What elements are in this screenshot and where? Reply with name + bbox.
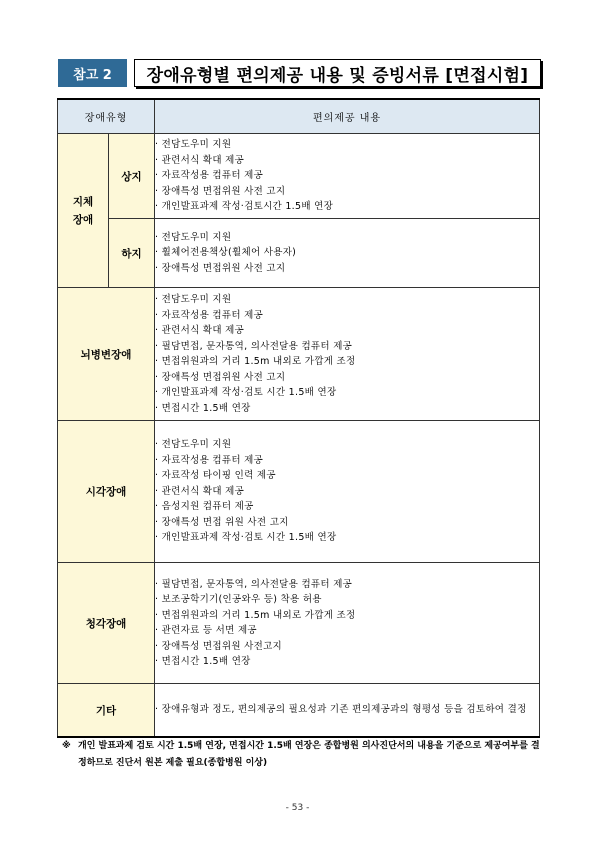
content-cell-brain (155, 288, 540, 421)
list-item: · 자료작성 타이핑 인력 제공 (155, 468, 539, 484)
accommodation-table (57, 98, 540, 738)
reference-badge: 참고 2 (58, 59, 127, 87)
list-item: · 면접위원과의 거리 1.5m 내외로 가깝게 조정 (155, 354, 539, 370)
subtype-cell-lower: 하지 (109, 219, 155, 288)
content-list (155, 230, 539, 277)
column-header-content: 편의제공 내용 (155, 99, 540, 134)
list-item: · 개인발표과제 작성·검토 시간 1.5배 연장 (155, 385, 539, 401)
list-item: · 전담도우미 지원 (155, 437, 539, 453)
list-item: · 장애특성 면접위원 사전 고지 (155, 184, 539, 200)
column-header-type: 장애유형 (58, 99, 155, 134)
table-row (58, 219, 540, 288)
type-cell-other: 기타 (58, 684, 155, 738)
list-item: · 음성지원 컴퓨터 제공 (155, 499, 539, 515)
list-item: · 장애특성 면접위원 사전 고지 (155, 370, 539, 386)
note-mark: ※ (62, 741, 71, 751)
content-list (155, 702, 539, 718)
table-row (58, 684, 540, 738)
list-item: · 보조공학기기(인공와우 등) 착용 허용 (155, 592, 539, 608)
list-item: · 개인발표과제 작성·검토 시간 1.5배 연장 (155, 530, 539, 546)
content-cell-hearing (155, 563, 540, 684)
content-cell-lower (155, 219, 540, 288)
type-cell-hearing: 청각장애 (58, 563, 155, 684)
list-item: · 장애특성 면접위원 사전고지 (155, 639, 539, 655)
content-list (155, 137, 539, 215)
table-row (58, 421, 540, 563)
page-number: - 53 - (285, 803, 310, 813)
section-header (58, 59, 539, 87)
list-item: · 면접시간 1.5배 연장 (155, 401, 539, 417)
list-item: · 면접위원과의 거리 1.5m 내외로 가깝게 조정 (155, 608, 539, 624)
list-item: · 관련서식 확대 제공 (155, 323, 539, 339)
list-item: · 관련서식 확대 제공 (155, 153, 539, 169)
list-item: · 관련서식 확대 제공 (155, 484, 539, 500)
content-cell-other (155, 684, 540, 738)
list-item: · 면접시간 1.5배 연장 (155, 654, 539, 670)
list-item: · 자료작성용 컴퓨터 제공 (155, 453, 539, 469)
table-row (58, 288, 540, 421)
list-item: · 필담면접, 문자통역, 의사전달용 컴퓨터 제공 (155, 339, 539, 355)
subtype-cell-upper: 상지 (109, 134, 155, 219)
type-cell-limb: 지체 장애 (58, 134, 109, 288)
list-item: · 전담도우미 지원 (155, 137, 539, 153)
content-cell-upper (155, 134, 540, 219)
list-item: · 장애특성 면접 위원 사전 고지 (155, 515, 539, 531)
type-cell-brain: 뇌병변장애 (58, 288, 155, 421)
page-title: 장애유형별 편의제공 내용 및 증빙서류 [면접시험] (134, 59, 541, 87)
content-list (155, 437, 539, 546)
content-cell-visual (155, 421, 540, 563)
footnote (62, 738, 540, 772)
list-item: · 전담도우미 지원 (155, 292, 539, 308)
list-item: · 관련자료 등 서면 제공 (155, 623, 539, 639)
table-row (58, 563, 540, 684)
table-row (58, 134, 540, 219)
content-list (155, 292, 539, 416)
list-item: · 개인발표과제 작성·검토시간 1.5배 연장 (155, 199, 539, 215)
list-item: · 전담도우미 지원 (155, 230, 539, 246)
list-item: · 자료작성용 컴퓨터 제공 (155, 168, 539, 184)
list-item: · 장애유형과 정도, 편의제공의 필요성과 기존 편의제공과의 형평성 등을 검토하여 결정 (155, 702, 539, 718)
list-item: · 장애특성 면접위원 사전 고지 (155, 261, 539, 277)
list-item: · 자료작성용 컴퓨터 제공 (155, 308, 539, 324)
table-header-row (58, 99, 540, 134)
list-item: · 필담면접, 문자통역, 의사전달용 컴퓨터 제공 (155, 577, 539, 593)
list-item: · 휠체어전용책상(휠체어 사용자) (155, 245, 539, 261)
footnote-text: 개인 발표과제 검토 시간 1.5배 연장, 면접시간 1.5배 연장은 종합병원 의사진단서의 내용을 기준으로 제공여부를 결정하므로 진단서 원본 제출 필요(종합병원 이상) (78, 741, 540, 768)
type-cell-visual: 시각장애 (58, 421, 155, 563)
content-list (155, 577, 539, 670)
